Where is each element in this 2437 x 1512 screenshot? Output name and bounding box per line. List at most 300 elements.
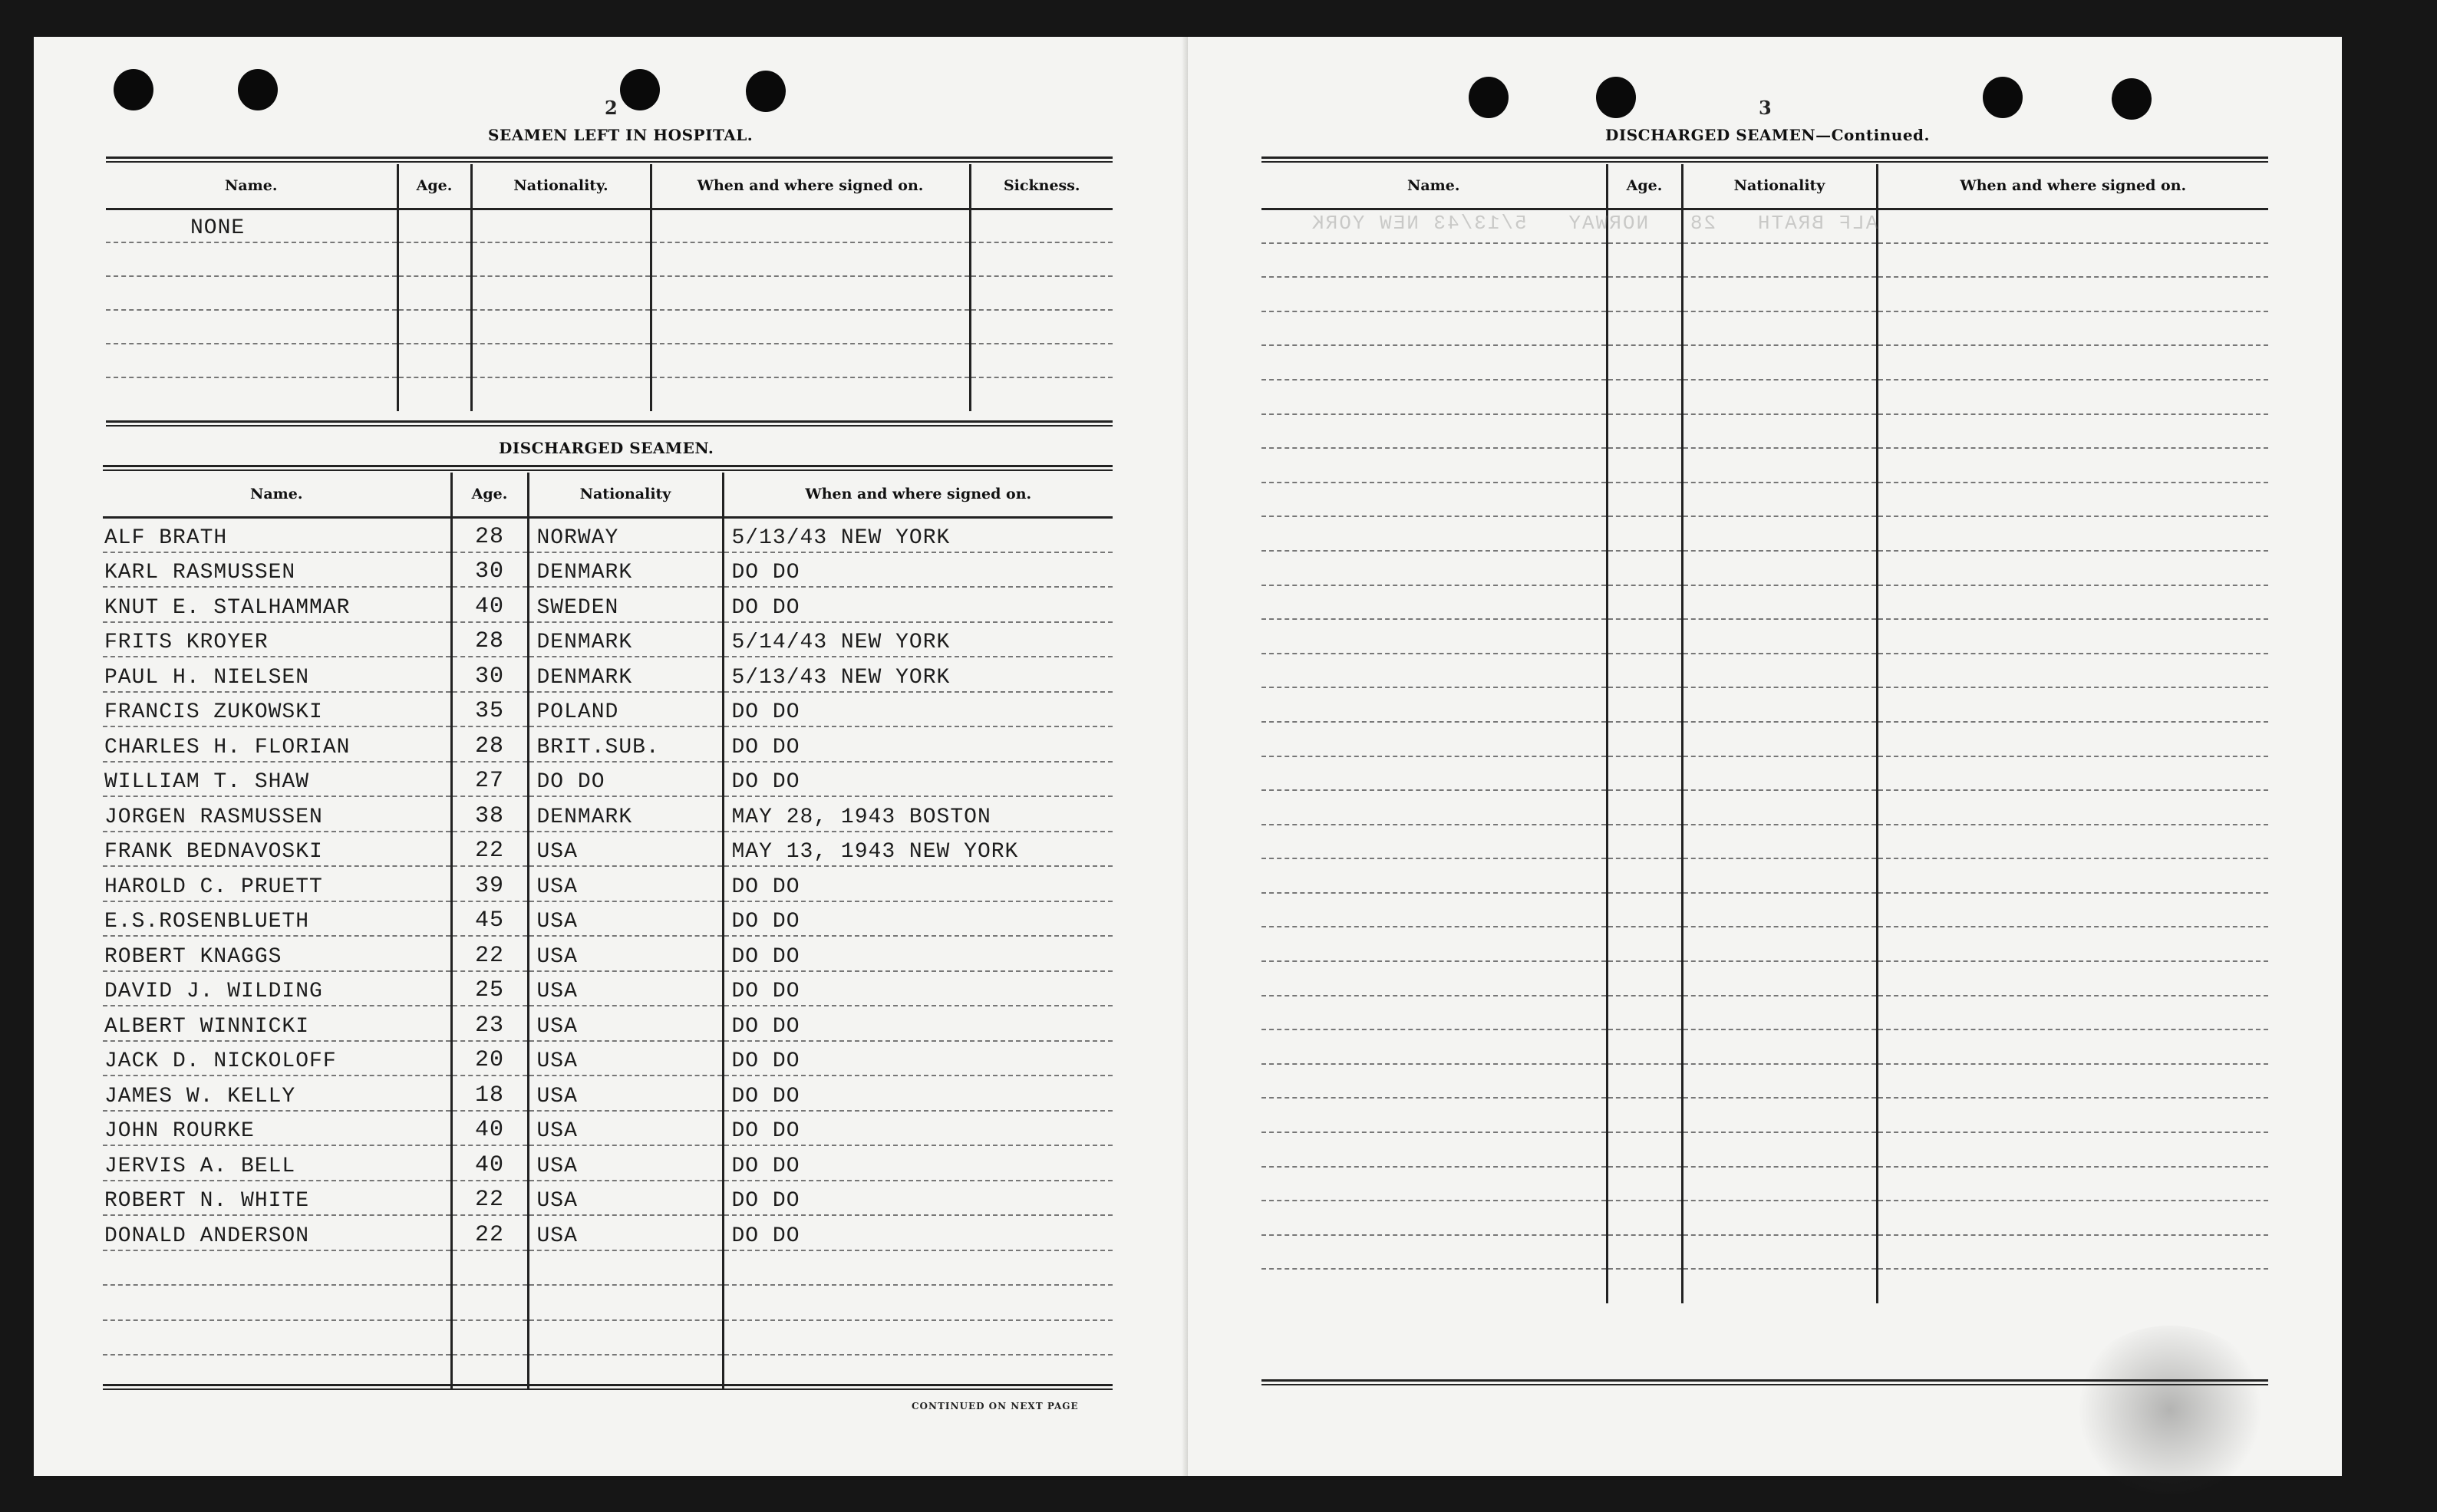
blank-cell: [1877, 311, 2268, 346]
age-cell: 22: [451, 832, 528, 867]
table-row: [1261, 414, 2268, 449]
name-cell: [106, 276, 397, 310]
blank-cell: [1261, 585, 1607, 620]
signed-on-cell: DO DO: [723, 552, 1113, 588]
name-cell: DONALD ANDERSON: [103, 1215, 451, 1250]
name-cell: PAUL H. NIELSEN: [103, 657, 451, 692]
blank-cell: [1682, 1167, 1877, 1201]
blank-cell: [1877, 756, 2268, 791]
blank-cell: [1261, 825, 1607, 859]
nationality-cell: [471, 242, 651, 276]
nationality-cell: USA: [528, 936, 723, 971]
blank-cell: [1261, 1098, 1607, 1132]
table-row: [103, 936, 1113, 971]
table-row: [1261, 243, 2268, 278]
blank-cell: [1682, 1235, 1877, 1270]
column-header: Nationality.: [471, 164, 651, 209]
blank-cell: [1261, 243, 1607, 278]
nationality-cell: USA: [528, 1111, 723, 1146]
column-header: Age.: [1607, 164, 1682, 209]
table-row: [103, 1215, 1113, 1250]
signed-on-cell: DO DO: [723, 1181, 1113, 1216]
nationality-cell: [528, 1320, 723, 1356]
signed-on-cell: [651, 242, 970, 276]
blank-cell: [1682, 961, 1877, 996]
top-rule: [1261, 156, 2268, 163]
name-cell: ALBERT WINNICKI: [103, 1006, 451, 1041]
name-cell: FRANCIS ZUKOWSKI: [103, 692, 451, 727]
punch-hole: [620, 69, 660, 110]
table-row: [103, 692, 1113, 727]
punch-hole: [238, 69, 278, 110]
table-row: [103, 901, 1113, 937]
blank-cell: [1607, 722, 1682, 756]
blank-cell: [1682, 927, 1877, 961]
blank-cell: [1682, 551, 1877, 585]
table-row: [1261, 858, 2268, 893]
table-row: [103, 866, 1113, 901]
signed-on-cell: MAY 13, 1943 NEW YORK: [723, 832, 1113, 867]
table-row: [1261, 277, 2268, 311]
name-cell: CHARLES H. FLORIAN: [103, 726, 451, 762]
blank-cell: [1682, 825, 1877, 859]
name-cell: JOHN ROURKE: [103, 1111, 451, 1146]
name-cell: DAVID J. WILDING: [103, 971, 451, 1006]
blank-cell: [1682, 448, 1877, 483]
name-cell: KNUT E. STALHAMMAR: [103, 587, 451, 622]
table-row: [106, 377, 1113, 411]
age-cell: 22: [451, 1181, 528, 1216]
page-number: 2: [605, 97, 618, 119]
blank-cell: [1682, 1201, 1877, 1235]
name-cell: NONE: [106, 209, 397, 242]
blank-cell: [1877, 1235, 2268, 1270]
signed-on-cell: DO DO: [723, 1041, 1113, 1076]
name-cell: [106, 242, 397, 276]
blank-cell: [1877, 1029, 2268, 1064]
table-row: [1261, 1269, 2268, 1303]
table-row: [103, 1145, 1113, 1181]
continued-note: CONTINUED ON NEXT PAGE: [912, 1401, 1079, 1412]
blank-cell: [1261, 961, 1607, 996]
table-row: [103, 1076, 1113, 1111]
blank-cell: [1682, 483, 1877, 517]
signed-on-cell: DO DO: [723, 971, 1113, 1006]
table-row: [1261, 1064, 2268, 1099]
table-row: [1261, 996, 2268, 1030]
nationality-cell: [471, 377, 651, 411]
blank-cell: [1607, 448, 1682, 483]
blank-cell: [1261, 380, 1607, 414]
blank-cell: [1682, 654, 1877, 688]
blank-cell: [1261, 996, 1607, 1030]
age-cell: 28: [451, 517, 528, 552]
blank-cell: [1607, 414, 1682, 449]
table-row: [103, 1320, 1113, 1356]
blank-cell: [1877, 927, 2268, 961]
age-cell: 45: [451, 901, 528, 937]
blank-cell: [1682, 790, 1877, 825]
table-row: [1261, 756, 2268, 791]
punch-hole: [2112, 78, 2152, 120]
punch-hole: [746, 71, 786, 112]
name-cell: [106, 377, 397, 411]
name-cell: [106, 344, 397, 377]
nationality-cell: [528, 1250, 723, 1286]
punch-hole: [114, 69, 153, 110]
table-row: [1261, 961, 2268, 996]
blank-cell: [1682, 1029, 1877, 1064]
blank-cell: [1877, 345, 2268, 380]
age-cell: 28: [451, 726, 528, 762]
table-header-row: [106, 164, 1113, 209]
nationality-cell: POLAND: [528, 692, 723, 727]
blank-cell: [1682, 414, 1877, 449]
sickness-cell: [970, 276, 1113, 310]
age-cell: [451, 1320, 528, 1356]
blank-cell: [1607, 311, 1682, 346]
signed-on-cell: DO DO: [723, 692, 1113, 727]
table-row: [106, 344, 1113, 377]
nationality-cell: USA: [528, 1041, 723, 1076]
name-cell: JAMES W. KELLY: [103, 1076, 451, 1111]
name-cell: ROBERT N. WHITE: [103, 1181, 451, 1216]
blank-cell: [1607, 483, 1682, 517]
table-row: [103, 622, 1113, 657]
signed-on-cell: DO DO: [723, 1076, 1113, 1111]
blank-cell: [1877, 961, 2268, 996]
name-cell: [103, 1320, 451, 1356]
age-cell: 20: [451, 1041, 528, 1076]
blank-cell: [1877, 1269, 2268, 1303]
nationality-cell: [471, 310, 651, 344]
table-row: [106, 310, 1113, 344]
blank-cell: [1261, 1132, 1607, 1167]
table-row: [103, 726, 1113, 762]
blank-cell: [1261, 790, 1607, 825]
blank-cell: [1261, 516, 1607, 551]
blank-cell: [1607, 551, 1682, 585]
table-row: [1261, 1235, 2268, 1270]
blank-cell: [1877, 1098, 2268, 1132]
blank-cell: [1682, 996, 1877, 1030]
sickness-cell: [970, 209, 1113, 242]
blank-cell: [1877, 448, 2268, 483]
table-row: [1261, 1201, 2268, 1235]
column-header: Nationality: [1682, 164, 1877, 209]
name-cell: FRANK BEDNAVOSKI: [103, 832, 451, 867]
blank-cell: [1261, 858, 1607, 893]
blank-cell: [1261, 414, 1607, 449]
table-row: [103, 657, 1113, 692]
age-cell: 35: [451, 692, 528, 727]
blank-cell: [1261, 1269, 1607, 1303]
table-row: [106, 242, 1113, 276]
age-cell: 25: [451, 971, 528, 1006]
table-row: [1261, 1167, 2268, 1201]
discharged-bottom-rule: [103, 1384, 1113, 1390]
nationality-cell: USA: [528, 832, 723, 867]
discharged-top-rule: [103, 465, 1113, 471]
blank-cell: [1261, 687, 1607, 722]
signed-on-cell: DO DO: [723, 762, 1113, 797]
blank-cell: [1877, 1167, 2268, 1201]
right-page: [1188, 37, 2342, 1476]
blank-cell: [1877, 277, 2268, 311]
blank-cell: [1877, 483, 2268, 517]
hospital-section-title: SEAMEN LEFT IN HOSPITAL.: [488, 126, 754, 144]
nationality-cell: [471, 344, 651, 377]
signed-on-cell: DO DO: [723, 1111, 1113, 1146]
signed-on-cell: [651, 209, 970, 242]
name-cell: [103, 1285, 451, 1320]
table-row: [1261, 1132, 2268, 1167]
table-row: [1261, 1029, 2268, 1064]
left-page: [34, 37, 1188, 1476]
nationality-cell: USA: [528, 1215, 723, 1250]
blank-cell: [1261, 483, 1607, 517]
column-header: Age.: [451, 473, 528, 517]
signed-on-cell: [651, 344, 970, 377]
table-row: [1261, 927, 2268, 961]
signed-on-cell: 5/13/43 NEW YORK: [723, 517, 1113, 552]
blank-cell: [1607, 996, 1682, 1030]
table-row: [103, 1181, 1113, 1216]
continued-section-title: DISCHARGED SEAMEN—Continued.: [1605, 126, 1930, 144]
blank-cell: [1682, 585, 1877, 620]
signed-on-cell: DO DO: [723, 866, 1113, 901]
blank-cell: [1261, 756, 1607, 791]
nationality-cell: [528, 1285, 723, 1320]
table-row: [1261, 687, 2268, 722]
blank-cell: [1682, 1098, 1877, 1132]
signed-on-cell: 5/14/43 NEW YORK: [723, 622, 1113, 657]
blank-cell: [1607, 1098, 1682, 1132]
table-row: [1261, 654, 2268, 688]
blank-cell: [1877, 209, 2268, 243]
blank-cell: [1261, 927, 1607, 961]
blank-cell: [1877, 790, 2268, 825]
table-row: [1261, 893, 2268, 927]
age-cell: 39: [451, 866, 528, 901]
blank-cell: [1261, 722, 1607, 756]
blank-cell: [1261, 654, 1607, 688]
nationality-cell: [471, 209, 651, 242]
top-rule: [106, 156, 1113, 163]
blank-cell: [1682, 722, 1877, 756]
signed-on-cell: DO DO: [723, 901, 1113, 937]
signed-on-cell: DO DO: [723, 1145, 1113, 1181]
blank-cell: [1682, 1132, 1877, 1167]
nationality-cell: SWEDEN: [528, 587, 723, 622]
sickness-cell: [970, 242, 1113, 276]
nationality-cell: DENMARK: [528, 796, 723, 832]
blank-cell: [1682, 619, 1877, 654]
name-cell: JERVIS A. BELL: [103, 1145, 451, 1181]
blank-cell: [1682, 380, 1877, 414]
signed-on-cell: [723, 1285, 1113, 1320]
column-header: When and where signed on.: [651, 164, 970, 209]
blank-cell: [1607, 687, 1682, 722]
name-cell: FRITS KROYER: [103, 622, 451, 657]
blank-cell: [1261, 1167, 1607, 1201]
age-cell: 40: [451, 1111, 528, 1146]
table-row: [103, 1111, 1113, 1146]
name-cell: ROBERT KNAGGS: [103, 936, 451, 971]
nationality-cell: [471, 276, 651, 310]
punch-hole: [1469, 77, 1509, 118]
table-row: [1261, 722, 2268, 756]
age-cell: [397, 242, 471, 276]
table-row: [103, 971, 1113, 1006]
age-cell: [451, 1250, 528, 1286]
sickness-cell: [970, 377, 1113, 411]
blank-cell: [1877, 893, 2268, 927]
blank-cell: [1877, 414, 2268, 449]
blank-cell: [1877, 996, 2268, 1030]
blank-cell: [1261, 551, 1607, 585]
blank-cell: [1607, 1064, 1682, 1099]
age-cell: 28: [451, 622, 528, 657]
blank-cell: [1261, 345, 1607, 380]
blank-cell: [1607, 277, 1682, 311]
name-cell: JACK D. NICKOLOFF: [103, 1041, 451, 1076]
blank-cell: [1607, 1132, 1682, 1167]
signed-on-cell: DO DO: [723, 726, 1113, 762]
age-cell: 18: [451, 1076, 528, 1111]
age-cell: 22: [451, 1215, 528, 1250]
signed-on-cell: MAY 28, 1943 BOSTON: [723, 796, 1113, 832]
age-cell: 30: [451, 657, 528, 692]
blank-cell: [1877, 1132, 2268, 1167]
column-header: Sickness.: [970, 164, 1113, 209]
blank-cell: [1877, 858, 2268, 893]
signed-on-cell: [723, 1250, 1113, 1286]
name-cell: [103, 1250, 451, 1286]
blank-cell: [1261, 893, 1607, 927]
table-row: [1261, 551, 2268, 585]
blank-cell: [1682, 756, 1877, 791]
table-row: [103, 552, 1113, 588]
table-row: [1261, 516, 2268, 551]
age-cell: [397, 209, 471, 242]
table-row: [103, 587, 1113, 622]
discharged-continued-table: [1261, 164, 2268, 1303]
blank-cell: [1607, 893, 1682, 927]
blank-cell: [1682, 243, 1877, 278]
blank-cell: [1261, 1201, 1607, 1235]
column-header: Nationality: [528, 473, 723, 517]
nationality-cell: USA: [528, 971, 723, 1006]
blank-cell: [1877, 1201, 2268, 1235]
blank-cell: [1607, 858, 1682, 893]
nationality-cell: DENMARK: [528, 657, 723, 692]
age-cell: 30: [451, 552, 528, 588]
age-cell: 38: [451, 796, 528, 832]
discharged-section-title: DISCHARGED SEAMEN.: [499, 439, 714, 457]
table-row: [1261, 311, 2268, 346]
punch-hole: [1596, 77, 1636, 118]
table-row: [1261, 345, 2268, 380]
nationality-cell: DENMARK: [528, 622, 723, 657]
blank-cell: [1607, 790, 1682, 825]
table-row: [106, 276, 1113, 310]
blank-cell: [1877, 585, 2268, 620]
table-row: [106, 209, 1113, 242]
table-row: [1261, 380, 2268, 414]
signed-on-cell: [651, 377, 970, 411]
blank-cell: [1607, 243, 1682, 278]
age-cell: [397, 377, 471, 411]
table-row: [1261, 448, 2268, 483]
ink-smudge: [2070, 1326, 2270, 1494]
blank-cell: [1261, 277, 1607, 311]
blank-cell: [1877, 243, 2268, 278]
blank-cell: [1607, 1167, 1682, 1201]
blank-cell: [1682, 345, 1877, 380]
name-cell: HAROLD C. PRUETT: [103, 866, 451, 901]
blank-cell: [1877, 825, 2268, 859]
table-row: [103, 832, 1113, 867]
blank-cell: [1261, 1029, 1607, 1064]
signed-on-cell: DO DO: [723, 936, 1113, 971]
blank-cell: [1607, 1269, 1682, 1303]
table-row: [103, 1041, 1113, 1076]
blank-cell: [1607, 380, 1682, 414]
signed-on-cell: 5/13/43 NEW YORK: [723, 657, 1113, 692]
column-header: Name.: [1261, 164, 1607, 209]
blank-cell: [1607, 1235, 1682, 1270]
column-header: When and where signed on.: [1877, 164, 2268, 209]
age-cell: [397, 344, 471, 377]
blank-cell: [1682, 311, 1877, 346]
table-header-row: [1261, 164, 2268, 209]
table-row: [103, 796, 1113, 832]
blank-cell: [1877, 619, 2268, 654]
page-number: 3: [1759, 97, 1772, 119]
blank-cell: [1607, 585, 1682, 620]
discharged-table: [103, 473, 1113, 1390]
table-row: [1261, 790, 2268, 825]
hospital-bottom-rule: [106, 420, 1113, 427]
blank-cell: [1877, 380, 2268, 414]
table-row: [1261, 619, 2268, 654]
blank-cell: [1877, 654, 2268, 688]
blank-cell: [1877, 551, 2268, 585]
nationality-cell: USA: [528, 1145, 723, 1181]
blank-cell: [1682, 858, 1877, 893]
nationality-cell: DENMARK: [528, 552, 723, 588]
sickness-cell: [970, 344, 1113, 377]
signed-on-cell: DO DO: [723, 1215, 1113, 1250]
nationality-cell: USA: [528, 1181, 723, 1216]
hospital-table: [106, 164, 1113, 411]
blank-cell: [1607, 1029, 1682, 1064]
table-row: [103, 1250, 1113, 1286]
age-cell: [397, 276, 471, 310]
column-header: Name.: [103, 473, 451, 517]
blank-cell: [1682, 1064, 1877, 1099]
age-cell: 40: [451, 587, 528, 622]
name-cell: [106, 310, 397, 344]
signed-on-cell: [723, 1320, 1113, 1356]
column-header: Age.: [397, 164, 471, 209]
name-cell: E.S.ROSENBLUETH: [103, 901, 451, 937]
blank-cell: [1877, 722, 2268, 756]
table-row: [1261, 825, 2268, 859]
age-cell: 27: [451, 762, 528, 797]
signed-on-cell: [651, 310, 970, 344]
